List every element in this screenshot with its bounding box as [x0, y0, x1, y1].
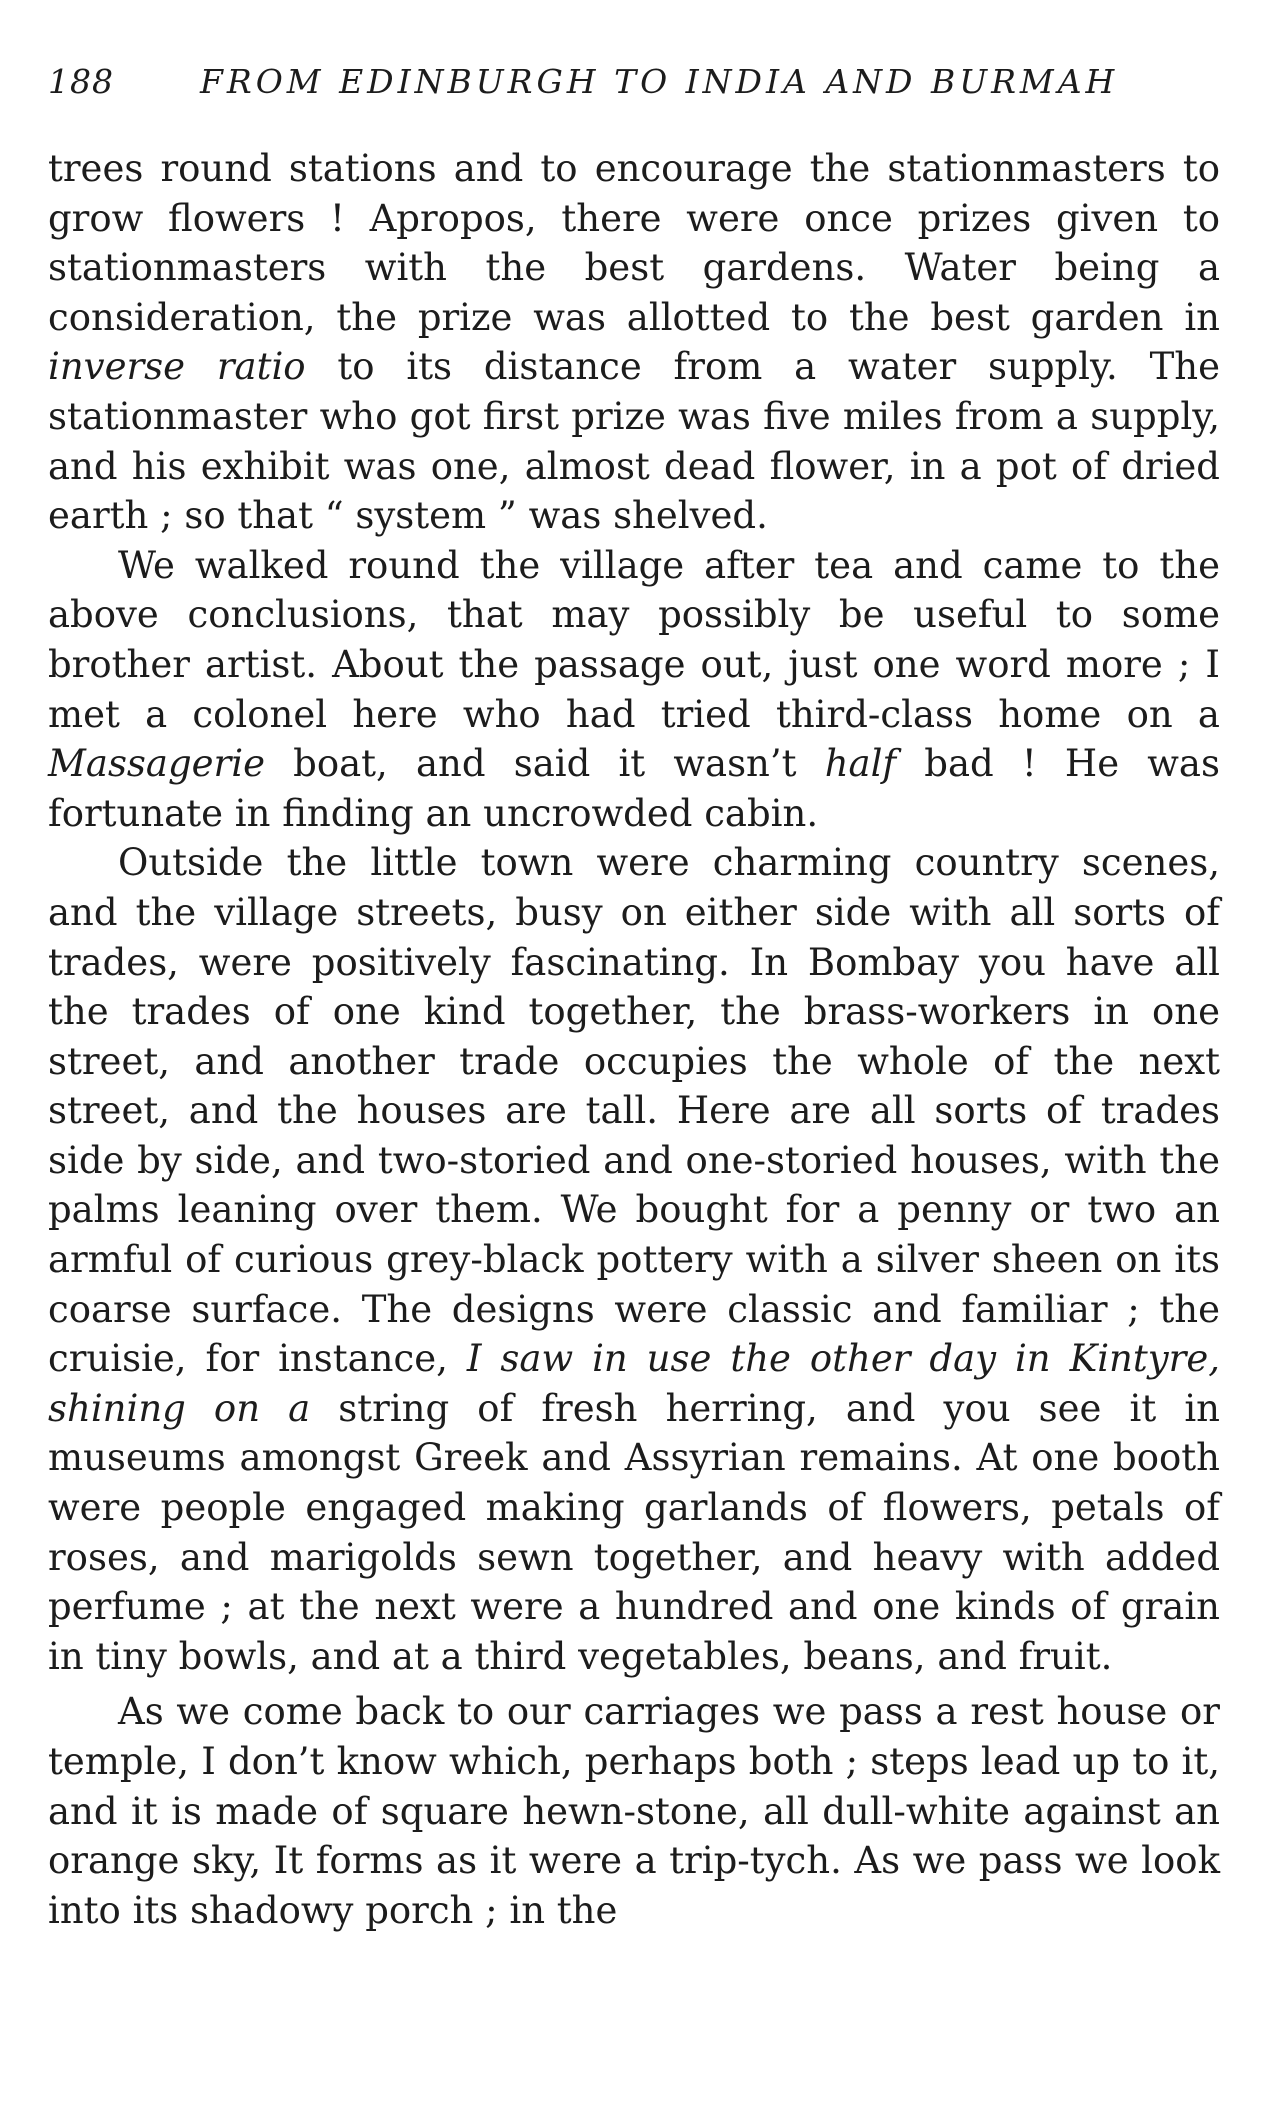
paragraph-1: [48, 144, 1220, 541]
page-number: 188: [48, 62, 114, 101]
paragraph-2-italic-1: Massagerie: [48, 742, 265, 786]
paragraph-3: [48, 838, 1220, 1681]
paragraph-3-text-a: Outside the little town were charming country scenes, and the village streets, busy on either side with all sorts of trades, were positively fascinating. In Bombay you have all the trades of one kind together, the brass-workers in one street, and another trade occupies the whole of the next street, and the houses are tall. Here are all sorts of trades side by side, and two-storied and one-storied houses, with the palms leaning over them. We bought for a penny or two an armful of curious grey-black pottery with a silver sheen on its coarse surface. The designs were classic and familiar ; the cruisie, for instance,: [48, 841, 1220, 1381]
paragraph-1-text-b: to its distance from a water supply. The stationmaster who got first prize was five miles from a supply, and his exhibit was one, almost dead flower, in a pot of dried earth ; so that “ system ” was shelved.: [48, 345, 1220, 538]
paragraph-3-text-b: string of fresh herring, and you see it in museums amongst Greek and Assyrian remains. At one booth were people engaged making garlands of flowers, petals of roses, and marigolds sewn together, and heavy with added perfume ; at the next were a hundred and one kinds of grain in tiny bowls, and at a third vegetables, beans, and fruit.: [48, 1386, 1221, 1678]
paragraph-4-text-a: As we come back to our carriages we pass a rest house or temple, I don’t know which, perhaps both ; steps lead up to it, and it is made of square hewn-stone, all dull-white against an orange sky, It forms as it were a trip-tych. As we pass we look into its shadowy porch ; in the: [48, 1690, 1220, 1932]
running-title: FROM EDINBURGH TO INDIA AND BURMAH: [200, 62, 1119, 101]
paragraph-1-italic: inverse ratio: [48, 345, 306, 389]
paragraph-1-text-a: trees round stations and to encourage the stationmasters to grow flowers ! Apropos, there were once prizes given to stationmasters with the best gardens. Water being a consideration, the prize was allotted to the best garden in: [48, 147, 1220, 339]
paragraph-2-italic-2: half: [824, 742, 897, 786]
paragraph-3-italic: I saw in use the other day in Kintyre, shining on a: [48, 1337, 1221, 1430]
paragraph-2-text-b: boat, and said it wasn’t: [264, 742, 825, 786]
paragraph-2-text-c: bad ! He was fortunate in finding an uncrowded cabin.: [48, 742, 1220, 835]
paragraph-4: [48, 1687, 1220, 1935]
paragraph-2: [48, 541, 1220, 839]
body-text: [48, 144, 1220, 1935]
running-head: [48, 62, 1220, 110]
paragraph-2-text-a: We walked round the village after tea and came to the above conclusions, that may possibly be useful to some brother artist. About the passage out, just one word more ; I met a colonel here who had tried third-class home on a: [48, 543, 1220, 736]
